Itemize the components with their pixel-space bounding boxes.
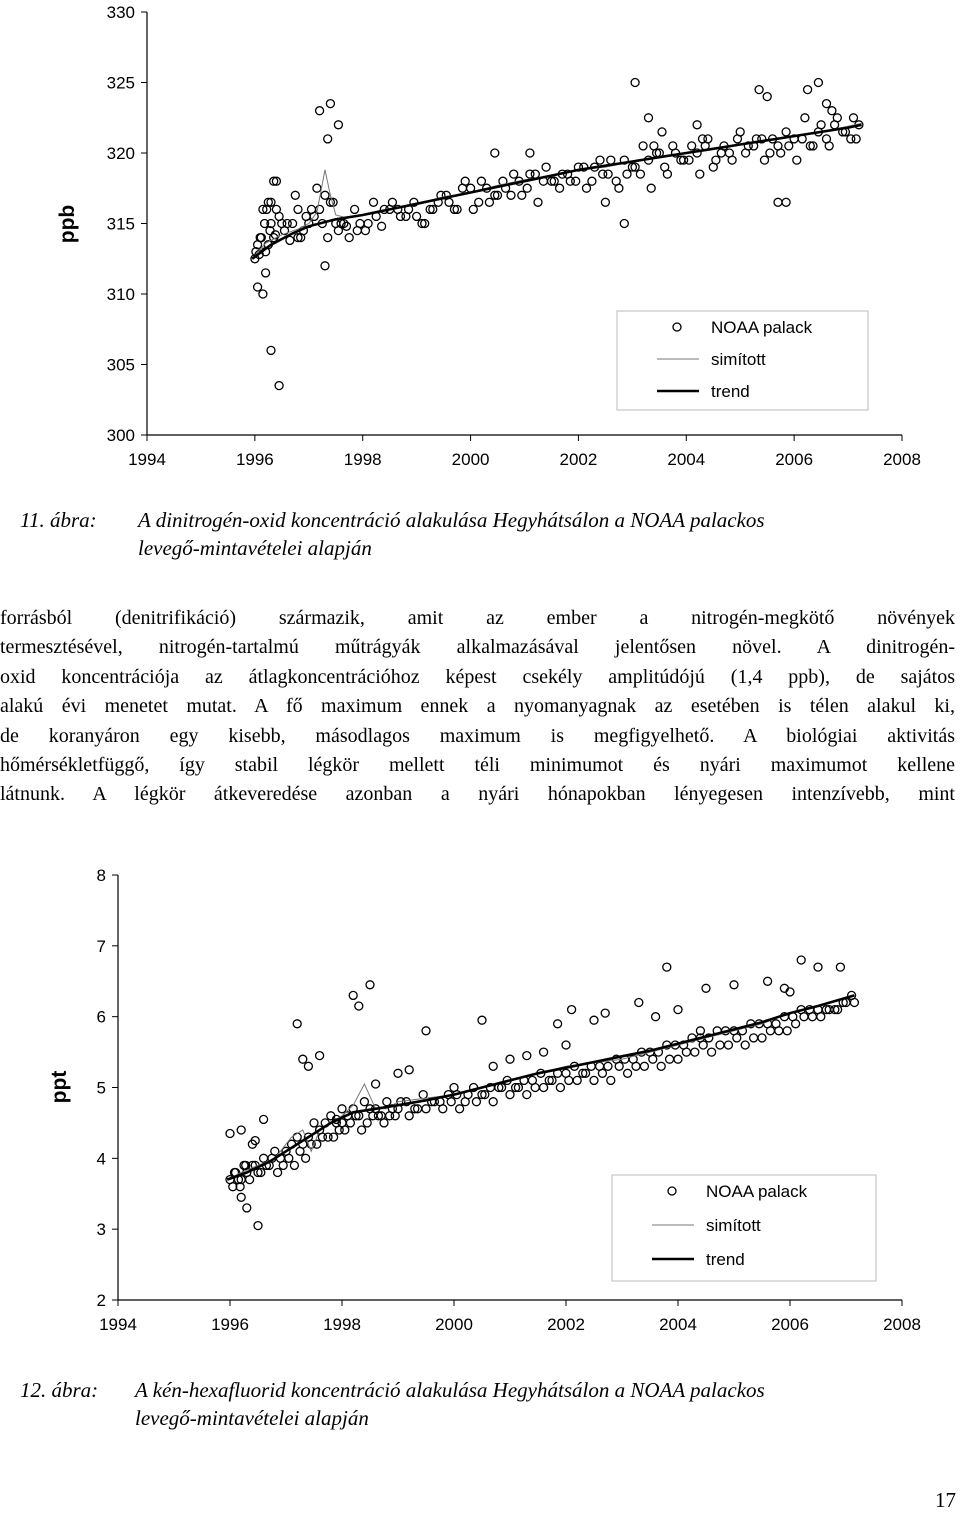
data-point: [588, 177, 596, 185]
data-point: [565, 1076, 573, 1084]
y-tick-label: 6: [96, 1007, 106, 1027]
y-axis-label: ppb: [56, 204, 79, 244]
data-point: [601, 1009, 609, 1017]
data-point: [785, 142, 793, 150]
data-point: [601, 198, 609, 206]
data-point: [321, 191, 329, 199]
body-line: látnunk. A légkör átkeveredése azonban a nyári hónapokban lényegesen intenzívebb, mint: [0, 783, 955, 806]
data-point: [647, 184, 655, 192]
x-tick-label: 1996: [211, 1315, 249, 1334]
data-point: [645, 114, 653, 122]
data-point: [349, 991, 357, 999]
data-point: [766, 1027, 774, 1035]
data-point: [372, 1080, 380, 1088]
data-point: [275, 382, 283, 390]
data-point: [262, 269, 270, 277]
figure-11-title-line1: A dinitrogén-oxid koncentráció alakulása Hegyhátsálon a NOAA palackos: [138, 508, 765, 532]
data-point: [478, 1016, 486, 1024]
data-point: [699, 135, 707, 143]
data-point: [489, 1062, 497, 1070]
data-point: [260, 1115, 268, 1123]
body-line: de koranyáron egy kisebb, másodlagos maximum is megfigyelhető. A biológiai aktivitás: [0, 724, 955, 747]
data-point: [764, 977, 772, 985]
figure-11-title-line2: levegő-mintavételei alapján: [138, 536, 372, 560]
data-point: [696, 170, 704, 178]
figure-12-title-line1: A kén-hexafluorid koncentráció alakulása Hegyhátsálon a NOAA palackos: [135, 1378, 765, 1402]
data-point: [635, 999, 643, 1007]
data-point: [523, 1091, 531, 1099]
data-point: [456, 1105, 464, 1113]
data-point: [699, 1041, 707, 1049]
x-tick-label: 2002: [559, 450, 598, 469]
data-point: [800, 1013, 808, 1021]
figure-11-number: 11. ábra:: [20, 508, 97, 532]
y-tick-label: 4: [96, 1149, 106, 1169]
data-point: [293, 1133, 301, 1141]
x-tick-label: 1994: [128, 450, 166, 469]
data-point: [526, 149, 534, 157]
data-point: [351, 205, 359, 213]
data-point: [607, 1076, 615, 1084]
x-tick-label: 1994: [99, 1315, 137, 1334]
data-point: [491, 149, 499, 157]
data-point: [506, 1091, 514, 1099]
x-tick-label: 2006: [771, 1315, 809, 1334]
data-point: [422, 1027, 430, 1035]
data-point: [388, 198, 396, 206]
data-point: [540, 1084, 548, 1092]
y-tick-label: 8: [96, 866, 106, 885]
data-point: [450, 1084, 458, 1092]
page-number: 17: [935, 1488, 956, 1512]
data-point: [394, 1069, 402, 1077]
legend-label: trend: [706, 1250, 745, 1269]
y-tick-label: 2: [96, 1291, 106, 1310]
data-point: [405, 1066, 413, 1074]
data-point: [649, 1055, 657, 1063]
x-tick-label: 2006: [775, 450, 814, 469]
y-axis-label: ppt: [48, 1070, 71, 1104]
data-point: [316, 1052, 324, 1060]
sf6-chart: [0, 850, 960, 1350]
data-point: [294, 205, 302, 213]
data-point: [243, 1204, 251, 1212]
data-point: [658, 128, 666, 136]
data-point: [733, 1034, 741, 1042]
x-tick-label: 2004: [667, 450, 706, 469]
data-point: [852, 135, 860, 143]
data-point: [615, 1062, 623, 1070]
data-point: [636, 170, 644, 178]
data-point: [761, 156, 769, 164]
data-point: [310, 1119, 318, 1127]
data-point: [397, 212, 405, 220]
data-point: [526, 170, 534, 178]
data-point: [674, 1055, 682, 1063]
data-point: [741, 1041, 749, 1049]
data-point: [797, 956, 805, 964]
data-point: [326, 100, 334, 108]
data-point: [419, 1091, 427, 1099]
data-point: [334, 121, 342, 129]
data-point: [302, 1154, 310, 1162]
data-point: [296, 1147, 304, 1155]
legend-label: simított: [706, 1216, 761, 1235]
data-point: [650, 142, 658, 150]
y-tick-label: 325: [106, 73, 135, 93]
data-point: [380, 1119, 388, 1127]
data-point: [304, 1062, 312, 1070]
data-point: [324, 135, 332, 143]
data-point: [777, 149, 785, 157]
data-point: [702, 984, 710, 992]
data-point: [556, 1084, 564, 1092]
data-point: [716, 1041, 724, 1049]
legend-label: NOAA palack: [706, 1182, 808, 1201]
x-tick-label: 2002: [547, 1315, 585, 1334]
data-point: [640, 1062, 648, 1070]
body-line: hőmérsékletfüggő, így stabil légkör mellett téli minimumot és nyári maximumot kellene: [0, 754, 955, 777]
data-point: [573, 1076, 581, 1084]
data-point: [523, 184, 531, 192]
data-point: [353, 227, 361, 235]
body-paragraph: [0, 604, 955, 810]
data-point: [850, 999, 858, 1007]
data-point: [663, 963, 671, 971]
data-point: [272, 205, 280, 213]
data-point: [691, 1048, 699, 1056]
data-point: [604, 1062, 612, 1070]
data-point: [313, 184, 321, 192]
data-point: [355, 1002, 363, 1010]
data-point: [631, 79, 639, 87]
data-point: [750, 1034, 758, 1042]
data-point: [447, 1098, 455, 1106]
data-point: [318, 1133, 326, 1141]
data-point: [615, 184, 623, 192]
data-point: [825, 142, 833, 150]
data-point: [299, 1055, 307, 1063]
data-point: [383, 1098, 391, 1106]
data-point: [254, 283, 262, 291]
body-line: forrásból (denitrifikáció) származik, amit az ember a nitrogén-megkötő növények: [0, 607, 955, 629]
data-point: [763, 93, 771, 101]
data-point: [623, 170, 631, 178]
data-point: [518, 191, 526, 199]
data-point: [708, 1048, 716, 1056]
data-point: [523, 1052, 531, 1060]
data-point: [363, 1119, 371, 1127]
data-point: [246, 1176, 254, 1184]
data-point: [728, 156, 736, 164]
data-point: [321, 262, 329, 270]
data-point: [590, 1076, 598, 1084]
y-tick-label: 315: [106, 214, 135, 234]
figure-11-caption: [20, 506, 945, 562]
data-point: [556, 184, 564, 192]
body-line: oxid koncentrációja az átlagkoncentrációhoz képest csekély amplitúdójú (1,4 ppb), de sajátos: [0, 665, 955, 688]
data-point: [801, 114, 809, 122]
data-point: [607, 156, 615, 164]
data-point: [632, 1062, 640, 1070]
data-point: [386, 1112, 394, 1120]
data-point: [817, 1013, 825, 1021]
data-point: [366, 981, 374, 989]
data-point: [620, 220, 628, 228]
body-line: alakú évi menetet mutat. A fő maximum ennek a nyomanyagnak az esetében is télen alakul ki,: [0, 695, 955, 718]
data-point: [554, 1020, 562, 1028]
n2o-chart: [0, 0, 960, 480]
data-point: [724, 1041, 732, 1049]
data-point: [758, 1034, 766, 1042]
data-point: [259, 290, 267, 298]
trend-line: [227, 995, 854, 1179]
data-point: [814, 79, 822, 87]
data-point: [534, 198, 542, 206]
y-tick-label: 330: [106, 3, 135, 22]
data-point: [278, 220, 286, 228]
data-point: [817, 121, 825, 129]
data-point: [439, 1105, 447, 1113]
x-tick-label: 1998: [343, 450, 382, 469]
data-point: [596, 156, 604, 164]
figure-12-caption: [20, 1376, 945, 1432]
data-point: [566, 177, 574, 185]
x-tick-label: 2008: [883, 450, 921, 469]
data-point: [598, 1069, 606, 1077]
data-point: [237, 1126, 245, 1134]
data-point: [507, 191, 515, 199]
data-point: [666, 1055, 674, 1063]
data-point: [405, 1112, 413, 1120]
figure-12-number: 12. ábra:: [20, 1378, 99, 1402]
data-point: [291, 191, 299, 199]
data-point: [370, 198, 378, 206]
legend-label: simított: [711, 350, 766, 369]
data-point: [657, 1062, 665, 1070]
data-point: [531, 1084, 539, 1092]
data-point: [736, 128, 744, 136]
data-point: [472, 1098, 480, 1106]
y-tick-label: 7: [96, 936, 106, 956]
data-point: [489, 1098, 497, 1106]
data-point: [475, 198, 483, 206]
data-point: [663, 170, 671, 178]
y-tick-label: 3: [96, 1220, 106, 1240]
data-point: [279, 1161, 287, 1169]
data-point: [590, 1016, 598, 1024]
data-point: [477, 177, 485, 185]
data-point: [506, 1055, 514, 1063]
data-point: [485, 198, 493, 206]
data-point: [682, 1048, 690, 1056]
data-point: [510, 170, 518, 178]
data-point: [324, 234, 332, 242]
data-point: [624, 1069, 632, 1077]
figure-12-title-line2: levegő-mintavételei alapján: [135, 1406, 369, 1430]
data-point: [583, 184, 591, 192]
data-point: [360, 1098, 368, 1106]
data-point: [461, 177, 469, 185]
data-point: [290, 1161, 298, 1169]
data-point: [542, 163, 550, 171]
data-point: [364, 220, 372, 228]
y-tick-label: 5: [96, 1078, 106, 1098]
data-point: [850, 114, 858, 122]
data-point: [226, 1130, 234, 1138]
data-point: [775, 1027, 783, 1035]
data-point: [267, 346, 275, 354]
data-point: [254, 1222, 262, 1230]
legend-label: trend: [711, 382, 750, 401]
y-tick-label: 310: [106, 285, 135, 304]
data-point: [378, 222, 386, 230]
y-tick-label: 300: [106, 426, 135, 445]
data-point: [674, 1006, 682, 1014]
data-point: [814, 963, 822, 971]
data-point: [445, 198, 453, 206]
x-tick-label: 1996: [235, 450, 274, 469]
data-point: [782, 198, 790, 206]
data-point: [793, 156, 801, 164]
x-tick-label: 1998: [323, 1315, 361, 1334]
data-point: [836, 963, 844, 971]
legend-label: NOAA palack: [711, 318, 813, 337]
data-point: [774, 198, 782, 206]
y-tick-label: 305: [106, 355, 135, 375]
data-point: [792, 1020, 800, 1028]
data-point: [540, 1048, 548, 1056]
data-point: [639, 142, 647, 150]
data-point: [599, 170, 607, 178]
data-point: [783, 1027, 791, 1035]
y-tick-label: 320: [106, 144, 135, 163]
data-point: [833, 114, 841, 122]
x-tick-label: 2000: [435, 1315, 473, 1334]
data-point: [562, 1041, 570, 1049]
data-point: [345, 234, 353, 242]
data-point: [422, 1105, 430, 1113]
data-point: [688, 142, 696, 150]
data-point: [693, 121, 701, 129]
data-point: [730, 981, 738, 989]
x-tick-label: 2008: [883, 1315, 921, 1334]
x-tick-label: 2004: [659, 1315, 697, 1334]
data-point: [568, 1006, 576, 1014]
body-line: termesztésével, nitrogén-tartalmú műtrágyák alkalmazásával jelentősen növel. A dinitrogén-: [0, 636, 955, 659]
data-point: [755, 86, 763, 94]
data-point: [274, 1169, 282, 1177]
data-point: [289, 220, 297, 228]
data-point: [782, 128, 790, 136]
data-point: [346, 1119, 354, 1127]
x-tick-label: 2000: [451, 450, 490, 469]
data-point: [823, 100, 831, 108]
data-point: [804, 86, 812, 94]
data-point: [358, 1126, 366, 1134]
data-point: [338, 1105, 346, 1113]
data-point: [828, 107, 836, 115]
data-point: [712, 156, 720, 164]
data-point: [293, 1020, 301, 1028]
data-point: [808, 1013, 816, 1021]
data-point: [469, 205, 477, 213]
data-point: [237, 1193, 245, 1201]
data-point: [652, 1013, 660, 1021]
data-point: [316, 107, 324, 115]
data-point: [413, 212, 421, 220]
data-point: [766, 149, 774, 157]
data-point: [330, 1133, 338, 1141]
data-point: [285, 1154, 293, 1162]
